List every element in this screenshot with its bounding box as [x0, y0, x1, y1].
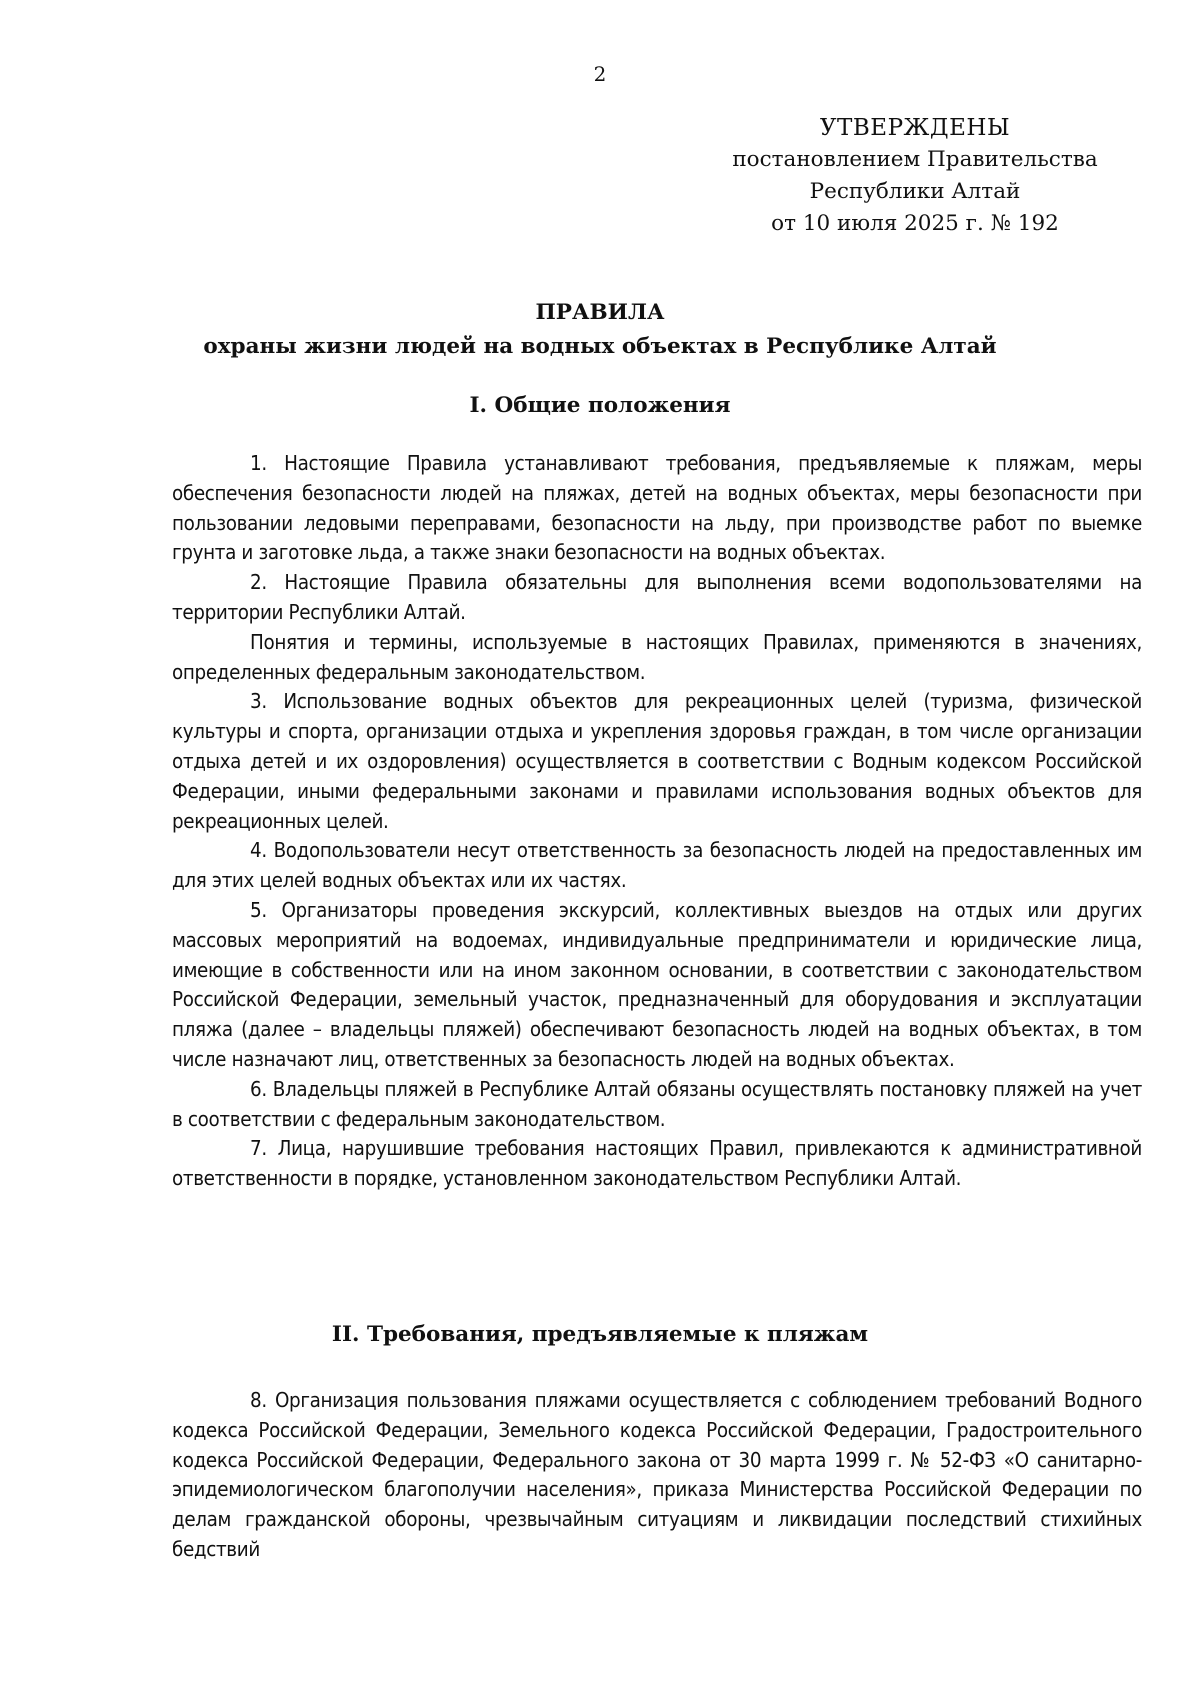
approval-title: УТВЕРЖДЕНЫ	[819, 115, 1011, 141]
approval-line-2: Республики Алтай	[809, 179, 1021, 204]
section-heading-1: I. Общие положения	[469, 393, 731, 418]
paragraph: 4. Водопользователи несут ответственность за безопасность людей на предоставленных им для этих целей водных объектах или их частях.	[172, 838, 1142, 893]
paragraph: 2. Настоящие Правила обязательны для выполнения всеми водопользователями на территории Республики Алтай.	[172, 570, 1142, 624]
paragraph: 6. Владельцы пляжей в Республике Алтай обязаны осуществлять постановку пляжей на учет в соответствии с федеральным законодательством.	[172, 1076, 1142, 1131]
document-title-main: ПРАВИЛА	[535, 300, 665, 325]
section-2-body	[172, 1386, 1142, 1565]
approval-line-3: от 10 июля 2025 г. № 192	[771, 211, 1059, 236]
approval-stamp	[700, 112, 1130, 240]
section-heading-2: II. Требования, предъявляемые к пляжам	[331, 1322, 869, 1347]
approval-line-1: постановлением Правительства	[732, 147, 1098, 172]
page-number: 2	[593, 62, 607, 86]
paragraph: 1. Настоящие Правила устанавливают требования, предъявляемые к пляжам, меры обеспечения безопасности людей на пляжах, детей на водных объектах, меры безопасности при пользовании ледовыми переправами, безопасности на льду, при производстве работ по выемке грунта и заготовке льда, а также знаки безопасности на водных объектах.	[172, 451, 1142, 565]
section-1-body	[172, 449, 1142, 1194]
paragraph: 8. Организация пользования пляжами осуществляется с соблюдением требований Водного кодекса Российской Федерации, Земельного кодекса Российской Федерации, Градостроительного кодекса Российской Федерации, Федерального закона от 30 марта 1999 г. № 52-ФЗ «О санитарно-эпидемиологическом благополучии населения», приказа Министерства Российской Федерации по делам гражданской обороны, чрезвычайным ситуациям и ликвидации последствий стихийных бедствий	[172, 1388, 1142, 1561]
paragraph: 3. Использование водных объектов для рекреационных целей (туризма, физической культуры и спорта, организации отдыха и укрепления здоровья граждан, в том числе организации отдыха детей и их оздоровления) осуществляется в соответствии с Водным кодексом Российской Федерации, иными федеральными законами и правилами использования водных объектов для рекреационных целей.	[172, 689, 1142, 833]
paragraph: Понятия и термины, используемые в настоящих Правилах, применяются в значениях, определенных федеральным законодательством.	[172, 629, 1142, 684]
document-title	[0, 296, 1200, 364]
paragraph: 5. Организаторы проведения экскурсий, коллективных выездов на отдых или других массовых мероприятий на водоемах, индивидуальные предприниматели и юридические лица, имеющие в собственности или на ином законном основании, в соответствии с законодательством Российской Федерации, земельный участок, предназначенный для оборудования и эксплуатации пляжа (далее – владельцы пляжей) обеспечивают безопасность людей на водных объектах, в том числе назначают лиц, ответственных за безопасность людей на водных объектах.	[172, 897, 1142, 1071]
paragraph: 7. Лица, нарушившие требования настоящих Правил, привлекаются к административной ответственности в порядке, установленном законодательством Республики Алтай.	[172, 1136, 1142, 1191]
document-title-subtitle: охраны жизни людей на водных объектах в Республике Алтай	[203, 334, 997, 359]
